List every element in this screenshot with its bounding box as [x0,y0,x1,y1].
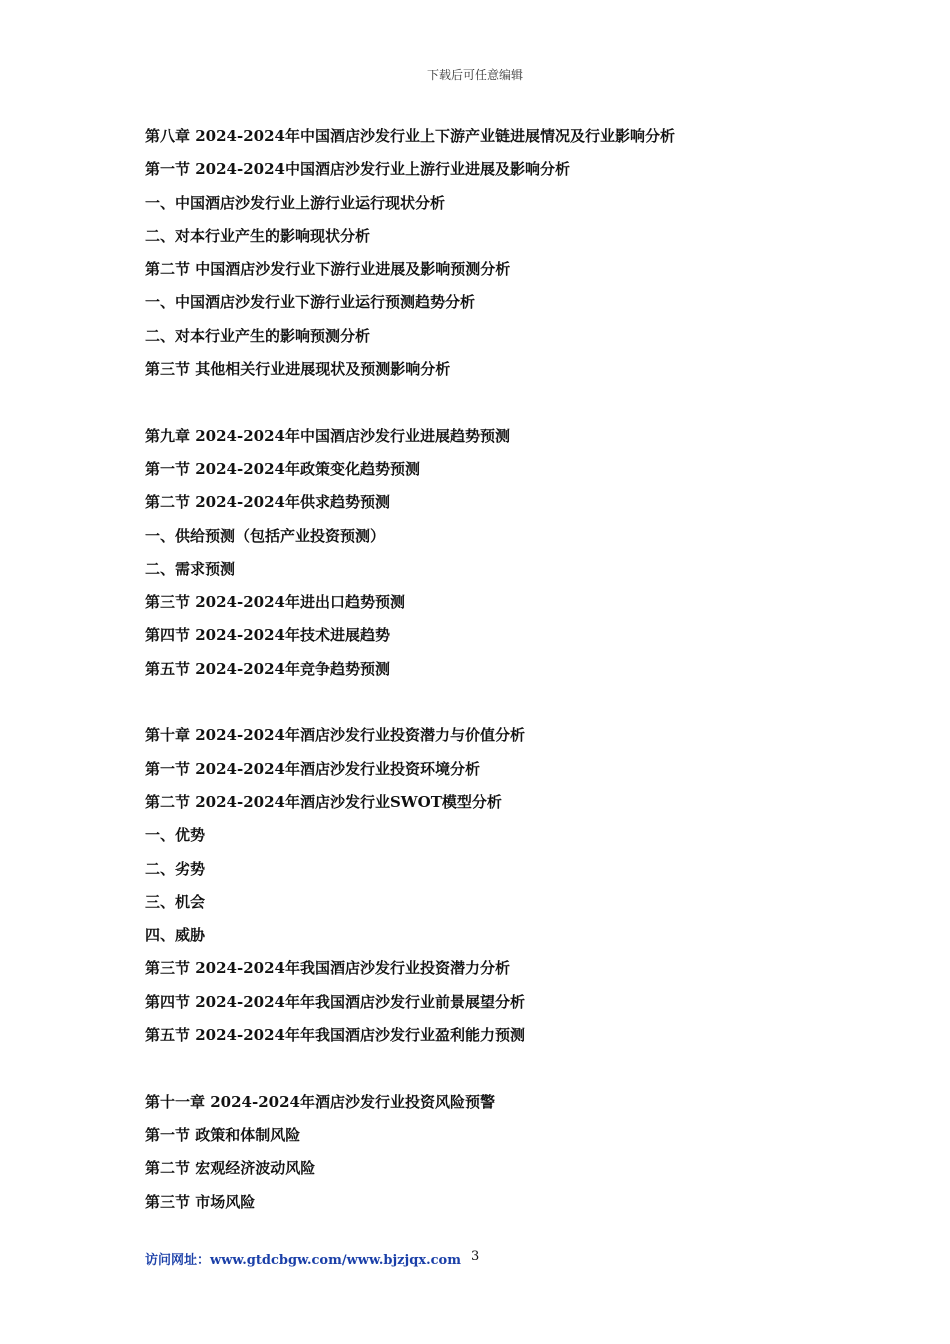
toc-entry: 二、对本行业产生的影响预测分析 [145,326,371,345]
footer-website: 访问网址：www.gtdcbgw.com/www.bjzjqx.com [145,1253,461,1268]
toc-entry: 一、优势 [145,826,206,845]
page-number: 3 [471,1249,480,1264]
toc-entry: 第三节 2024-2024年进出口趋势预测 [145,593,405,612]
toc-entry: 第十章 2024-2024年酒店沙发行业投资潜力与价值分析 [145,726,525,745]
table-of-contents [145,120,845,1219]
toc-entry: 第九章 2024-2024年中国酒店沙发行业进展趋势预测 [145,426,510,445]
toc-entry: 第八章 2024-2024年中国酒店沙发行业上下游产业链进展情况及行业影响分析 [145,127,675,145]
toc-entry: 第二节 中国酒店沙发行业下游行业进展及影响预测分析 [145,260,511,279]
toc-entry: 第二节 2024-2024年供求趋势预测 [145,493,390,512]
toc-entry: 第一节 2024-2024中国酒店沙发行业上游行业进展及影响分析 [145,160,570,179]
toc-entry: 二、需求预测 [145,559,236,578]
toc-entry: 第一节 2024-2024年酒店沙发行业投资环境分析 [145,759,480,778]
toc-entry: 第十一章 2024-2024年酒店沙发行业投资风险预警 [145,1092,495,1111]
toc-entry: 二、劣势 [145,859,206,878]
toc-spacer [145,386,845,419]
toc-entry: 二、对本行业产生的影响现状分析 [145,226,371,245]
toc-entry: 四、威胁 [145,926,206,945]
toc-entry: 第三节 其他相关行业进展现状及预测影响分析 [145,360,451,379]
page-header: 下载后可任意编辑 [426,68,523,82]
toc-entry: 第二节 宏观经济波动风险 [145,1159,316,1178]
toc-entry: 第二节 2024-2024年酒店沙发行业SWOT模型分析 [145,792,502,811]
toc-entry: 第一节 政策和体制风险 [145,1125,301,1144]
toc-entry: 第四节 2024-2024年年我国酒店沙发行业前景展望分析 [145,992,525,1011]
toc-entry: 第五节 2024-2024年年我国酒店沙发行业盈利能力预测 [145,1026,525,1045]
toc-entry: 一、中国酒店沙发行业下游行业运行预测趋势分析 [145,293,476,312]
toc-entry: 第四节 2024-2024年技术进展趋势 [145,626,390,645]
toc-spacer [145,686,845,719]
toc-entry: 第五节 2024-2024年竞争趋势预测 [145,659,390,678]
toc-entry: 三、机会 [145,892,206,911]
toc-entry: 一、供给预测（包括产业投资预测） [145,526,386,545]
toc-entry: 第三节 市场风险 [145,1192,256,1211]
toc-spacer [145,1052,845,1085]
toc-entry: 第一节 2024-2024年政策变化趋势预测 [145,459,420,478]
toc-entry: 第三节 2024-2024年我国酒店沙发行业投资潜力分析 [145,959,510,978]
toc-entry: 一、中国酒店沙发行业上游行业运行现状分析 [145,193,446,212]
